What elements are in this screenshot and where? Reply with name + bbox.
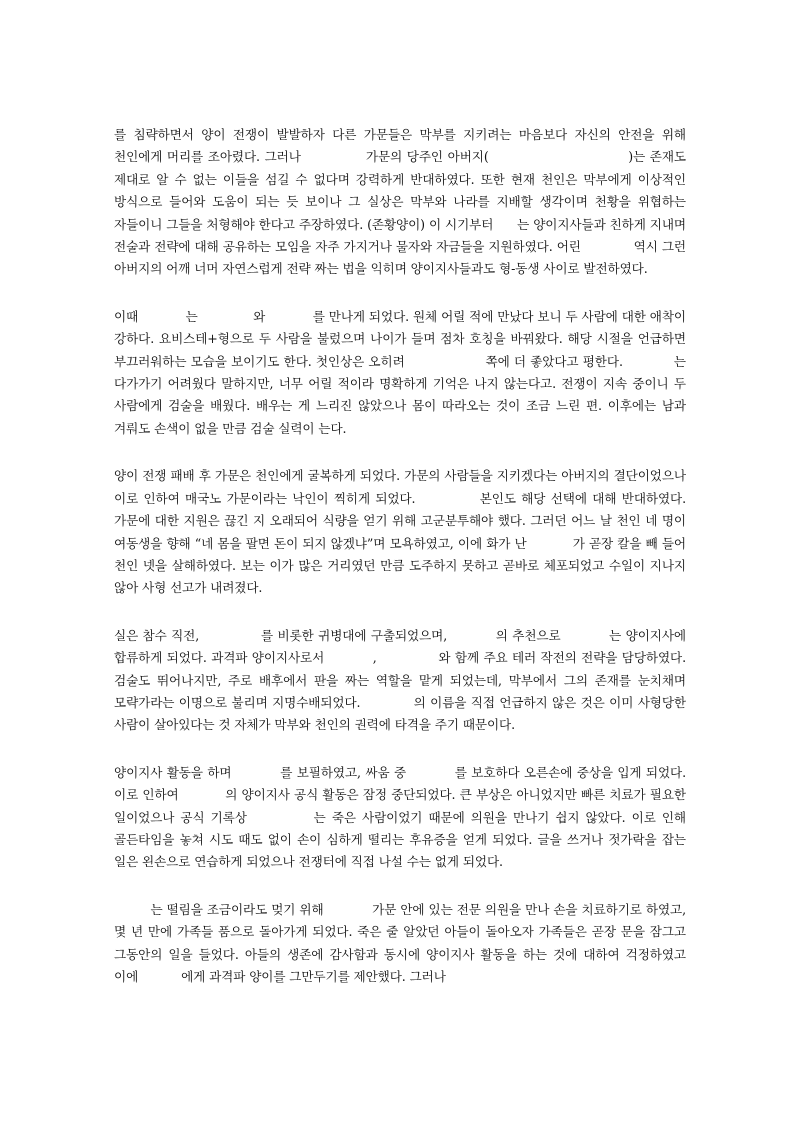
document-page <box>114 124 737 1013</box>
paragraph-rescue: 실은 참수 직전, 를 비롯한 귀병대에 구출되었으며, 의 추천으로 는 양이지사에 합류하게 되었다. 과격파 양이지사로서 , 와 함께 주요 테러 작전의 전략을 담당하였다. 검술도 뛰어나지만, 주로 배후에서 판을 짜는 역할을 맡게 되었는데, 막부에서 그의 존재를 눈치채며 모략가라는 이명으로 불리며 지명수배되었다. 의 이름을 직접 언급하지 않은 것은 이미 사형당한 사람이 살아있다는 것 자체가 막부와 천인의 권력에 타격을 주기 때문이다. <box>114 627 690 733</box>
paragraph-meeting: 이때 는 와 를 만나게 되었다. 원체 어릴 적에 만났다 보니 두 사람에 대한 애착이 강하다. 요비스테+형으로 두 사람을 불렀으며 나이가 들며 점차 호칭을 바꿔왔다. 해당 시절을 언급하면 부끄러워하는 모습을 보이기도 한다. 첫인상은 오히려 쪽에 더 좋았다고 평한다. 는 다가가기 어려웠다 말하지만, 너무 어릴 적이라 명확하게 기억은 나지 않는다고. 전쟁이 지속 중이니 두 사람에게 검술을 배웠다. 배우는 게 느리진 않았으나 몸이 따라오는 것이 조금 느린 편. 이후에는 남과 겨뤄도 손색이 없을 만큼 검술 실력이 는다. <box>114 308 690 436</box>
paragraph-father-opposition: 를 침략하면서 양이 전쟁이 발발하자 다른 가문들은 막부를 지키려는 마음보다 자신의 안전을 위해 천인에게 머리를 조아렸다. 그러나 가문의 당주인 아버지( )는 존재도 제대로 알 수 없는 이들을 섬길 수 없다며 강력하게 반대하였다. 또한 현재 천인은 막부에게 이상적인 방식으로 들어와 도움이 되는 듯 보이나 그 실상은 막부와 나라를 지배할 생각이며 천황을 위협하는 자들이니 그들을 처형해야 한다고 주장하였다. (존황양이) 이 시기부터 는 양이지사들과 친하게 지내며 전술과 전략에 대해 공유하는 모임을 자주 가지거나 물자와 자금들을 지원하였다. 어린 역시 그런 아버지의 어깨 너머 자연스럽게 전략 짜는 법을 익히며 양이지사들과도 형-동생 사이로 발전하였다. <box>114 127 690 277</box>
paragraph-injury: 양이지사 활동을 하며 를 보필하였고, 싸움 중 를 보호하다 오른손에 중상을 입게 되었다. 이로 인하여 의 양이지사 공식 활동은 잠정 중단되었다. 큰 부상은 아니었지만 빠른 치료가 필요한 일이었으나 공식 기록상 는 죽은 사람이었기 때문에 의원을 만나기 쉽지 않았다. 이로 인해 골든타임을 놓쳐 시도 때도 없이 손이 심하게 떨리는 후유증을 얻게 되었다. 글을 쓰거나 젓가락을 잡는 일은 왼손으로 연습하게 되었으나 전쟁터에 직접 나설 수는 없게 되었다. <box>114 764 690 870</box>
paragraph-war-defeat: 양이 전쟁 패배 후 가문은 천인에게 굴복하게 되었다. 가문의 사람들을 지키겠다는 아버지의 결단이었으나 이로 인하여 매국노 가문이라는 낙인이 찍히게 되었다. 본인도 해당 선택에 대해 반대하였다. 가문에 대한 지원은 끊긴 지 오래되어 식량을 얻기 위해 고군분투해야 했다. 그러던 어느 날 천인 네 명이 여동생을 향해 “네 몸을 팔면 돈이 되지 않겠냐”며 모욕하였고, 이에 화가 난 가 곧장 칼을 빼 들어 천인 넷을 살해하였다. 보는 이가 많은 거리였던 만큼 도주하지 못하고 곧바로 체포되었고 수일이 지나지 않아 사형 선고가 내려졌다. <box>114 468 737 596</box>
paragraph-return-home: 는 떨림을 조금이라도 멎기 위해 가문 안에 있는 전문 의원을 만나 손을 치료하기로 하였고, 몇 년 만에 가족들 품으로 돌아가게 되었다. 죽은 줄 알았던 아들이 돌아오자 가족들은 곧장 문을 잠그고 그동안의 일을 들었다. 아들의 생존에 감사함과 동시에 양이지사 활동을 하는 것에 대하여 걱정하였고 이에 에게 과격파 양이를 그만두기를 제안했다. 그러나 <box>114 901 690 984</box>
